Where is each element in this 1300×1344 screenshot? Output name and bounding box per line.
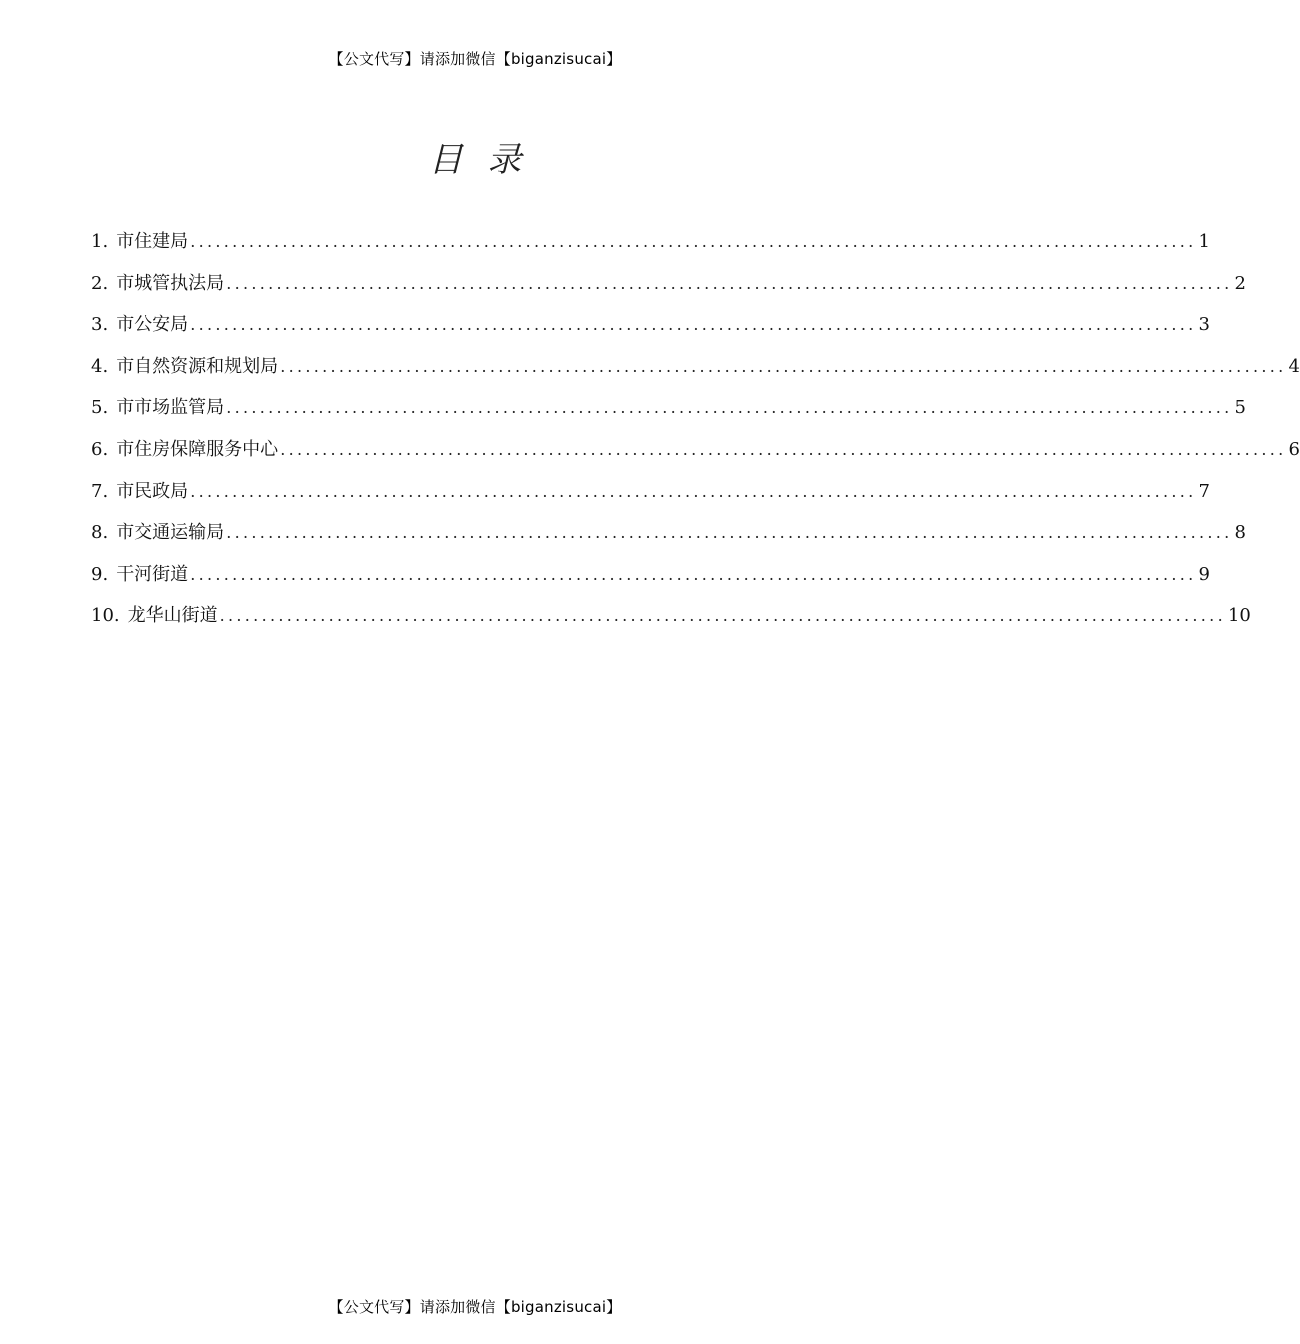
toc-entry[interactable] bbox=[91, 393, 1246, 435]
toc-entry-number: 3. bbox=[91, 314, 109, 336]
toc-entry[interactable] bbox=[91, 601, 1251, 643]
toc-dot-leader: ........................................................................................................................ bbox=[219, 606, 1226, 626]
page-title: 目 录 bbox=[428, 140, 522, 180]
toc-dot-leader: ........................................................................................................................ bbox=[226, 398, 1233, 418]
toc-entry-number: 7. bbox=[91, 480, 109, 502]
toc-entry-page: 3 bbox=[1198, 314, 1210, 336]
toc-entry[interactable] bbox=[91, 227, 1210, 269]
toc-dot-leader: ........................................................................................................................ bbox=[190, 315, 1197, 335]
toc-entry-label: 市民政局 bbox=[116, 480, 189, 502]
toc-entry[interactable] bbox=[91, 435, 1300, 477]
toc-entry-number: 6. bbox=[91, 438, 109, 460]
toc-dot-leader: ........................................................................................................................ bbox=[190, 232, 1197, 251]
toc-list bbox=[91, 227, 1300, 643]
toc-entry-label: 市市场监管局 bbox=[116, 397, 225, 419]
toc-entry[interactable] bbox=[91, 352, 1300, 394]
toc-entry-number: 8. bbox=[91, 522, 109, 544]
footer-note: 【公文代写】请添加微信【biganzisucai】 bbox=[328, 1298, 622, 1316]
toc-entry-number: 1. bbox=[91, 231, 109, 252]
toc-entry[interactable] bbox=[91, 269, 1246, 311]
toc-entry-page: 6 bbox=[1288, 438, 1300, 460]
toc-entry-page: 8 bbox=[1234, 522, 1246, 544]
toc-dot-leader: ........................................................................................................................ bbox=[226, 523, 1233, 543]
toc-entry-page: 2 bbox=[1234, 272, 1246, 294]
toc-entry-number: 10. bbox=[91, 605, 120, 627]
toc-entry[interactable] bbox=[91, 518, 1246, 560]
toc-entry-page: 4 bbox=[1288, 355, 1300, 377]
toc-entry-label: 市公安局 bbox=[116, 314, 189, 336]
toc-entry-label: 龙华山街道 bbox=[127, 605, 218, 627]
toc-entry[interactable] bbox=[91, 560, 1210, 602]
toc-entry-page: 10 bbox=[1227, 605, 1251, 627]
toc-entry-label: 市住建局 bbox=[116, 231, 189, 252]
toc-entry-number: 9. bbox=[91, 563, 109, 585]
toc-dot-leader: ........................................................................................................................ bbox=[280, 356, 1287, 376]
toc-entry-page: 7 bbox=[1198, 480, 1210, 502]
toc-entry-label: 市自然资源和规划局 bbox=[116, 355, 279, 377]
toc-entry[interactable] bbox=[91, 310, 1210, 352]
toc-entry-label: 干河街道 bbox=[116, 563, 189, 585]
toc-entry[interactable] bbox=[91, 477, 1210, 519]
toc-entry-number: 2. bbox=[91, 272, 109, 294]
toc-dot-leader: ........................................................................................................................ bbox=[226, 273, 1233, 293]
toc-entry-number: 4. bbox=[91, 355, 109, 377]
toc-entry-page: 5 bbox=[1234, 397, 1246, 419]
toc-dot-leader: ........................................................................................................................ bbox=[190, 481, 1197, 501]
toc-entry-label: 市交通运输局 bbox=[116, 522, 225, 544]
toc-entry-page: 9 bbox=[1198, 563, 1210, 585]
header-note: 【公文代写】请添加微信【biganzisucai】 bbox=[328, 50, 622, 68]
toc-dot-leader: ........................................................................................................................ bbox=[280, 439, 1287, 459]
toc-dot-leader: ........................................................................................................................ bbox=[190, 564, 1197, 584]
toc-entry-label: 市住房保障服务中心 bbox=[116, 438, 279, 460]
toc-entry-number: 5. bbox=[91, 397, 109, 419]
toc-entry-label: 市城管执法局 bbox=[116, 272, 225, 294]
toc-entry-page: 1 bbox=[1198, 231, 1210, 252]
